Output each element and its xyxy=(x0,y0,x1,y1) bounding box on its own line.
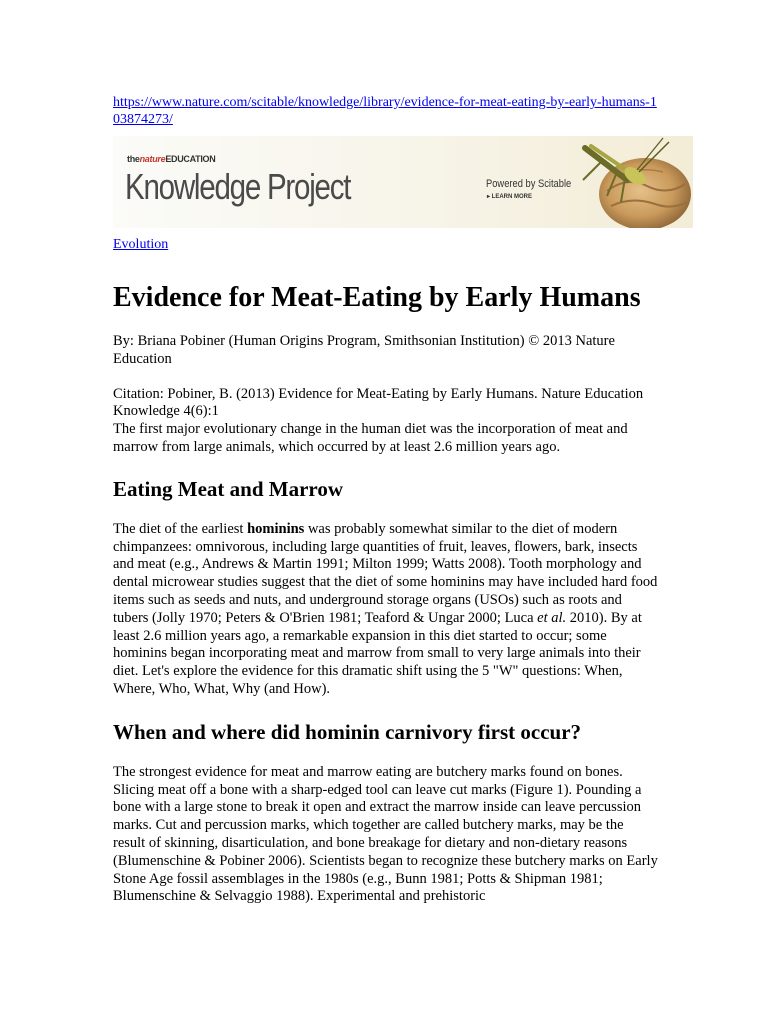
byline: By: Briana Pobiner (Human Origins Program, Smithsonian Institution) © 2013 Nature Education xyxy=(113,333,615,367)
learn-more-link[interactable]: ▸ LEARN MORE xyxy=(487,194,533,200)
banner-title: Knowledge Project xyxy=(125,166,351,207)
et-al-italic: et al. xyxy=(537,609,567,626)
powered-by-text: Powered by Scitable xyxy=(486,178,572,190)
text-run: The diet of the earliest xyxy=(113,520,248,537)
term-hominins: hominins xyxy=(247,520,305,537)
section-heading-when-where: When and where did hominin carnivory first occur? xyxy=(113,719,582,744)
summary-paragraph: The first major evolutionary change in the human diet was the incorporation of meat and marrow from large animals, which occurred by at least 2.6 million years ago. xyxy=(113,421,628,455)
nature-education-logo xyxy=(127,154,215,164)
article-title: Evidence for Meat-Eating by Early Humans xyxy=(113,282,641,313)
text-run: was probably somewhat similar to the diet of modern chimpanzees: omnivorous, including large quantities of fruit, leaves, flowers, bark, insects and meat (e.g., Andrews & Martin 1991; Milton 1999; Watts 2008). Tooth morphology and dental microwear studies suggest that the diet of some hominins may have included hard food items such as seeds and nuts, and underground storage organs (USOs) such as roots and tubers (Jolly 1970; Peters & O'Brien 1981; Teaford & Ungar 2000; Luca xyxy=(113,520,658,626)
knowledge-project-banner[interactable] xyxy=(113,136,693,228)
section1-paragraph xyxy=(113,521,658,699)
citation: Citation: Pobiner, B. (2013) Evidence for Meat-Eating by Early Humans. Nature Education Knowledge 4(6):1 xyxy=(113,385,644,420)
text-run: 2010). By at least 2.6 million years ago, a remarkable expansion in this diet started to occur; some hominins began incorporating meat and marrow from small to very large animals into their diet. Let's explore the evidence for this dramatic shift using the 5 "W" questions: When, Where, Who, What, Why (and How). xyxy=(113,609,642,697)
walnut-grasshopper-illustration xyxy=(577,136,693,228)
category-link[interactable]: Evolution xyxy=(113,237,169,252)
source-url-link[interactable]: https://www.nature.com/scitable/knowledge/library/evidence-for-meat-eating-by-early-humans-103874273/ xyxy=(113,95,657,127)
document-page xyxy=(113,94,658,906)
section2-paragraph: The strongest evidence for meat and marrow eating are butchery marks found on bones. Slicing meat off a bone with a sharp-edged tool can leave cut marks (Figure 1). Pounding a bone with a large stone to break it open and extract the marrow inside can leave percussion marks. Cut and percussion marks, which together are called butchery marks, may be the result of skinning, disarticulation, and bone breakage for dietary and non-dietary reasons (Blumenschine & Pobiner 2006). Scientists began to recognize these butchery marks on Early Stone Age fossil assemblages in the 1980s (e.g., Bunn 1981; Potts & Shipman 1981; Blumenschine & Selvaggio 1988). Experimental and prehistoric xyxy=(113,763,658,905)
brand-nature: nature xyxy=(139,154,166,164)
brand-suffix: EDUCATION xyxy=(165,154,216,164)
section-heading-eating-meat: Eating Meat and Marrow xyxy=(113,476,344,501)
brand-prefix: the xyxy=(127,154,140,164)
